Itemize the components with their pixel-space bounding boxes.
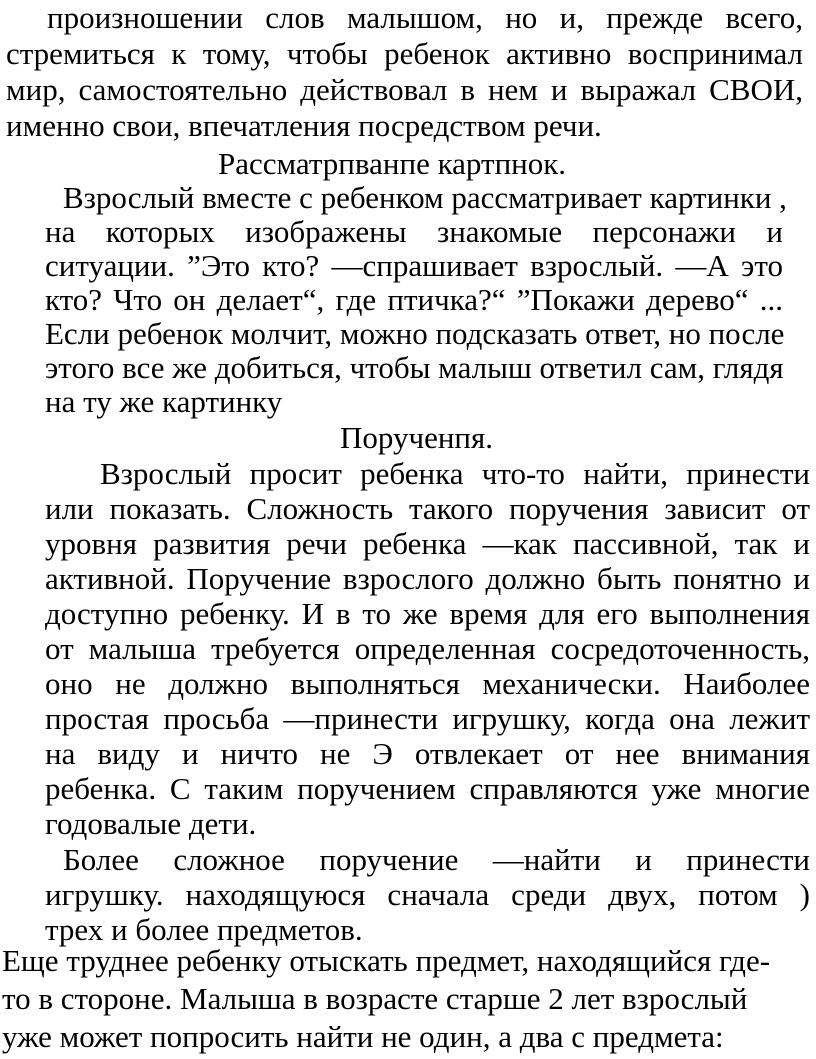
text-line: то в стороне. Малыша в возрасте старше 2 лет взрослый [2, 981, 748, 1016]
text-line: стремиться к тому, чтобы ребенок активно воспринимал [6, 36, 803, 71]
text-line: на которых изображены знакомые персонажи и [45, 214, 783, 249]
text-line: или показать. Сложность такого поручения зависит от [45, 491, 810, 526]
text-line: уже может попросить найти не один, а два с предмета: [2, 1019, 724, 1054]
text-line: Взрослый просит ребенка что-то найти, принести [100, 456, 810, 491]
section-heading: Рассматрпванпе картпнок. [218, 146, 567, 181]
text-line: кто? Что он делает“, где птичка?“ ”Покажи дерево“ ... [45, 282, 783, 317]
text-line: произношении слов малышом, но и, прежде всего, [47, 0, 803, 35]
text-line: на виду и ничто не Э отвлекает от нее внимания [45, 736, 810, 771]
text-line: ребенка. С таким поручением справляются уже многие [45, 771, 810, 806]
text-line: Более сложное поручение —найти и принести [63, 842, 810, 877]
text-line: простая просьба —принести игрушку, когда она лежит [45, 701, 810, 736]
text-line: годовалые дети. [45, 806, 257, 841]
text-line: Если ребенок молчит, можно подсказать ответ, но после [45, 316, 785, 351]
text-line: на ту же картинку [45, 384, 283, 419]
text-line: именно свои, впечатления посредством речи. [6, 108, 602, 143]
text-line: оно не должно выполняться механически. Наиболее [45, 666, 810, 701]
text-line: уровня развития речи ребенка —как пассивной, так и [45, 526, 810, 561]
text-line: Еще труднее ребенку отыскать предмет, находящийся где- [2, 943, 771, 978]
text-line: ситуации. ”Это кто? —спрашивает взрослый. —А это [45, 248, 783, 283]
text-line: игрушку. находящуюся сначала среди двух, потом ) [45, 877, 810, 912]
text-line: от малыша требуется определенная сосредоточенность, [45, 631, 810, 666]
text-line: доступно ребенку. И в то же время для его выполнения [45, 596, 810, 631]
text-line: трех и более предметов. [45, 912, 363, 947]
text-line: мир, самостоятельно действовал в нем и выражал СВОИ, [6, 72, 803, 107]
section-heading: Порученпя. [340, 420, 494, 455]
text-line: Взрослый вместе с ребенком рассматривает картинки , [63, 180, 787, 215]
text-line: активной. Поручение взрослого должно быть понятно и [45, 561, 810, 596]
text-line: этого все же добиться, чтобы малыш ответил сам, глядя [45, 350, 784, 385]
